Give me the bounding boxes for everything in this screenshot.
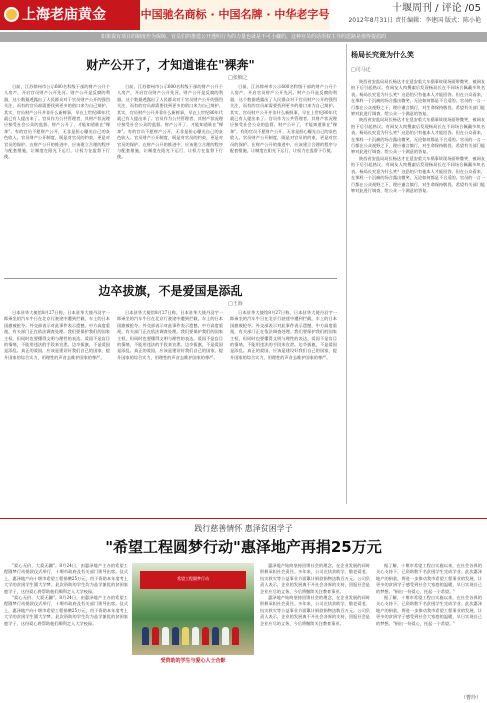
article1-body-text-2: 日前，江苏徐州市公示600名科级干部的财产公开个人房产，开启官员财产公开先河。财产公开是反腐的利器，这个数据透露出了人民群众对于官员财产公开的强烈关注，而有的官员却需要找到更多的借口来为自己辩护。其实，官员财产公开并非什么新鲜事，早在上世纪80年代就已有人提出来了。官员作为公共管理者，其财产状况理应接受社会公众的监督。财产公开了，才能知道谁在"裸奔"。有的官员不愿财产公开，无非是担心曝光自己的灰色收入。官员财产公开制度，既是对官员的约束，更是对官员的保护。在财产公开的推进中，应该建立合理的程序与配套措施，让制度在阳光下运行，让权力在监督下行使。	[117, 84, 223, 160]
photo-person	[162, 627, 169, 645]
brand-name: 上海老庙黄金	[22, 7, 106, 23]
feature-body-right	[376, 563, 482, 693]
feature-title: "希望工程圆梦行动"惠泽地产再捐25万元	[105, 538, 382, 556]
issue-meta: 2012年8月31日 责任编辑：李建国 版式：陈小艳	[348, 17, 481, 24]
feature-photo	[132, 563, 254, 655]
article2-body-col1	[4, 310, 110, 510]
brand-slogan: 中国驰名商标 · 中国名牌 · 中华老字号	[140, 0, 330, 30]
sidebar-body-text-1: 陕西省安监局局长杨达才在延安重大车祸事故现场面带微笑，被网友拍下后引起热议。有网友人肉搜索后发现杨局长在不同场合佩戴多块名表。杨局长究竟为什么笑？这恐怕只有他本人才能回答。但在公众看来，在那样一个沉痛的场合露出微笑，无论如何都是不合适的。官员的一言一行都在公众视野之下，理应谨言慎行，对生命保持敬畏。希望有关部门能够对此进行调查，给公众一个满意的答复。	[351, 79, 485, 117]
stage-banner	[140, 571, 246, 589]
photo-person	[142, 627, 149, 645]
photo-person	[182, 627, 189, 645]
article1-body-col3	[230, 84, 337, 274]
photo-caption: 受资助的学生与爱心人士合影	[160, 658, 226, 664]
brand-logo-icon	[4, 7, 19, 22]
feature-kicker: 践行慈善情怀 惠泽贫困学子	[194, 524, 293, 533]
article1-body-text-1: 日前，江苏徐州市公示600名科级干部的财产公开个人房产，开启官员财产公开先河。财产公开是反腐的利器，这个数据透露出了人民群众对于官员财产公开的强烈关注，而有的官员却需要找到更多的借口来为自己辩护。其实，官员财产公开并非什么新鲜事，早在上世纪80年代就已有人提出来了。官员作为公共管理者，其财产状况理应接受社会公众的监督。财产公开了，才能知道谁在"裸奔"。有的官员不愿财产公开，无非是担心曝光自己的灰色收入。官员财产公开制度，既是对官员的约束，更是对官员的保护。在财产公开的推进中，应该建立合理的程序与配套措施，让制度在阳光下运行，让权力在监督下行使。	[4, 84, 110, 160]
article2-body-col3	[230, 310, 337, 510]
photo-person	[152, 627, 159, 645]
photo-person	[192, 627, 199, 645]
feature-body-right-text-2: 据了解，十堰市希望工程自实施以来，在社会各界的关心支持下，已资助数千名贫困学生完成学业。此次惠泽地产的捐款，将进一步推动我市希望工程事业的发展，让更多的贫困学子感受到社会大家庭的温暖，早日实现自己的梦想。"捐出一份爱心，托起一个希望。"	[376, 595, 482, 626]
sidebar-byline: □司马迁	[351, 67, 371, 73]
feature-body-left	[4, 563, 128, 701]
sidebar-column	[346, 44, 487, 504]
editor-note: （曹玲）	[460, 695, 481, 701]
photo-person	[202, 627, 209, 645]
photo-person	[212, 627, 219, 645]
article-divider	[4, 278, 337, 279]
article1-body-text-3: 日前，江苏徐州市公示600名科级干部的财产公开个人房产，开启官员财产公开先河。财产公开是反腐的利器，这个数据透露出了人民群众对于官员财产公开的强烈关注，而有的官员却需要找到更多的借口来为自己辩护。其实，官员财产公开并非什么新鲜事，早在上世纪80年代就已有人提出来了。官员作为公共管理者，其财产状况理应接受社会公众的监督。财产公开了，才能知道谁在"裸奔"。有的官员不愿财产公开，无非是担心曝光自己的灰色收入。官员财产公开制度，既是对官员的约束，更是对官员的保护。在财产公开的推进中，应该建立合理的程序与配套措施，让制度在阳光下运行，让权力在监督下行使。	[230, 84, 337, 154]
feature-body-mid-text-2: 惠泽地产始终坚持回馈社会的理念，在企业发展的同时积极承担社会责任。多年来，公司在扶贫助学、敬老爱老、抗灾救灾等公益事业方面累计捐款捐物达数百万元。公司负责人表示，企业的发展离不开社会各界的支持，回报社会是企业应尽的义务，今后将继续关注教育事业。	[260, 595, 370, 626]
article1-body-col1	[4, 84, 110, 274]
feature-body-right-text: 据了解，十堰市希望工程自实施以来，在社会各界的关心支持下，已资助数千名贫困学生完成学业。此次惠泽地产的捐款，将进一步推动我市希望工程事业的发展，让更多的贫困学子感受到社会大家庭的温暖，早日实现自己的梦想。"捐出一份爱心，托起一个希望。"	[376, 563, 482, 594]
article2-body-text-3: 日本驻华大使馆8月27日称，日本驻华大使丹羽宇一郎乘坐的汽车牛日在北京行驶途中遭到拦截，车上的日本国旗被抢夺。外交部表示对此事件表示遗憾，中方高度重视，有关部门正在依法调查处理。我们要保护我们的国家主权，但同时也要懂得文明与理性的表达。爱国不是盲目的情绪，不能用违法的手段来宣泄。边卒拔旗，不是爱国是添乱。真正的爱国，应该是建设好我们自己的国家，提升国家的综合实力，用理性的声音去维护国家的尊严。	[230, 310, 337, 360]
ticker-strip: 如果说有项目的制度作为保障，官员们的推选公开透明行为的力量也就是不可小觑的，这种官员的话语权主导的思路是值得提倡的	[0, 32, 487, 42]
article1-body-col2	[117, 84, 223, 274]
photo-person	[232, 627, 239, 645]
photo-person	[222, 627, 229, 645]
article1-byline: □张楠之	[228, 75, 248, 81]
stage-banner-text: 希望工程圆梦行动	[177, 576, 209, 581]
article2-title: 边卒拔旗，不是爱国是添乱	[98, 284, 243, 298]
feature-section	[0, 518, 487, 703]
sidebar-body-text-3: 陕西省安监局局长杨达才在延安重大车祸事故现场面带微笑，被网友拍下后引起热议。有网友人肉搜索后发现杨局长在不同场合佩戴多块名表。杨局长究竟为什么笑？这恐怕只有他本人才能回答。但在公众看来，在那样一个沉痛的场合露出微笑，无论如何都是不合适的。官员的一言一行都在公众视野之下，理应谨言慎行，对生命保持敬畏。希望有关部门能够对此进行调查，给公众一个满意的答复。	[351, 155, 485, 193]
article2-byline: □王海	[228, 301, 243, 307]
brand-block	[0, 0, 140, 30]
feature-body-left-text: "爱心无价，大爱无疆"。8月24日，由惠泽地产主办的希望工程圆梦行动捐款仪式举行，十堰市政府及有关部门领导出席。仪式上，惠泽地产向十堰市希望工程捐赠25万元，用于资助本年度考上大学的贫困学生圆大学梦。此次资助的学生均为品学兼优的贫困家庭学子，这份爱心将帮助他们顺利走入大学校园。	[4, 563, 128, 594]
sidebar-body	[351, 79, 485, 479]
issue-title: 十堰周刊 / 评论 /05	[392, 3, 481, 14]
feature-body-left-text-2: "爱心无价，大爱无疆"。8月24日，由惠泽地产主办的希望工程圆梦行动捐款仪式举行，十堰市政府及有关部门领导出席。仪式上，惠泽地产向十堰市希望工程捐赠25万元，用于资助本年度考上大学的贫困学生圆大学梦。此次资助的学生均为品学兼优的贫困家庭学子，这份爱心将帮助他们顺利走入大学校园。	[4, 595, 128, 626]
article2-body-text-1: 日本驻华大使馆8月27日称，日本驻华大使丹羽宇一郎乘坐的汽车牛日在北京行驶途中遭到拦截，车上的日本国旗被抢夺。外交部表示对此事件表示遗憾，中方高度重视，有关部门正在依法调查处理。我们要保护我们的国家主权，但同时也要懂得文明与理性的表达。爱国不是盲目的情绪，不能用违法的手段来宣泄。边卒拔旗，不是爱国是添乱。真正的爱国，应该是建设好我们自己的国家，提升国家的综合实力，用理性的声音去维护国家的尊严。	[4, 310, 110, 360]
article2-body-col2	[117, 310, 223, 510]
masthead-banner	[0, 0, 487, 30]
sidebar-title: 杨局长究竟为什么笑	[351, 51, 414, 59]
sidebar-body-text-2: 陕西省安监局局长杨达才在延安重大车祸事故现场面带微笑，被网友拍下后引起热议。有网友人肉搜索后发现杨局长在不同场合佩戴多块名表。杨局长究竟为什么笑？这恐怕只有他本人才能回答。但在公众看来，在那样一个沉痛的场合露出微笑，无论如何都是不合适的。官员的一言一行都在公众视野之下，理应谨言慎行，对生命保持敬畏。希望有关部门能够对此进行调查，给公众一个满意的答复。	[351, 117, 485, 155]
feature-body-mid-text: 惠泽地产始终坚持回馈社会的理念，在企业发展的同时积极承担社会责任。多年来，公司在扶贫助学、敬老爱老、抗灾救灾等公益事业方面累计捐款捐物达数百万元。公司负责人表示，企业的发展离不开社会各界的支持，回报社会是企业应尽的义务，今后将继续关注教育事业。	[260, 563, 370, 594]
photo-person	[172, 627, 179, 645]
feature-body-mid	[260, 563, 370, 701]
issue-header	[330, 0, 487, 30]
article2-body-text-2: 日本驻华大使馆8月27日称，日本驻华大使丹羽宇一郎乘坐的汽车牛日在北京行驶途中遭到拦截，车上的日本国旗被抢夺。外交部表示对此事件表示遗憾，中方高度重视，有关部门正在依法调查处理。我们要保护我们的国家主权，但同时也要懂得文明与理性的表达。爱国不是盲目的情绪，不能用违法的手段来宣泄。边卒拔旗，不是爱国是添乱。真正的爱国，应该是建设好我们自己的国家，提升国家的综合实力，用理性的声音去维护国家的尊严。	[117, 310, 223, 360]
article1-title: 财产公开了，才知道谁在"裸奔"	[86, 58, 255, 72]
